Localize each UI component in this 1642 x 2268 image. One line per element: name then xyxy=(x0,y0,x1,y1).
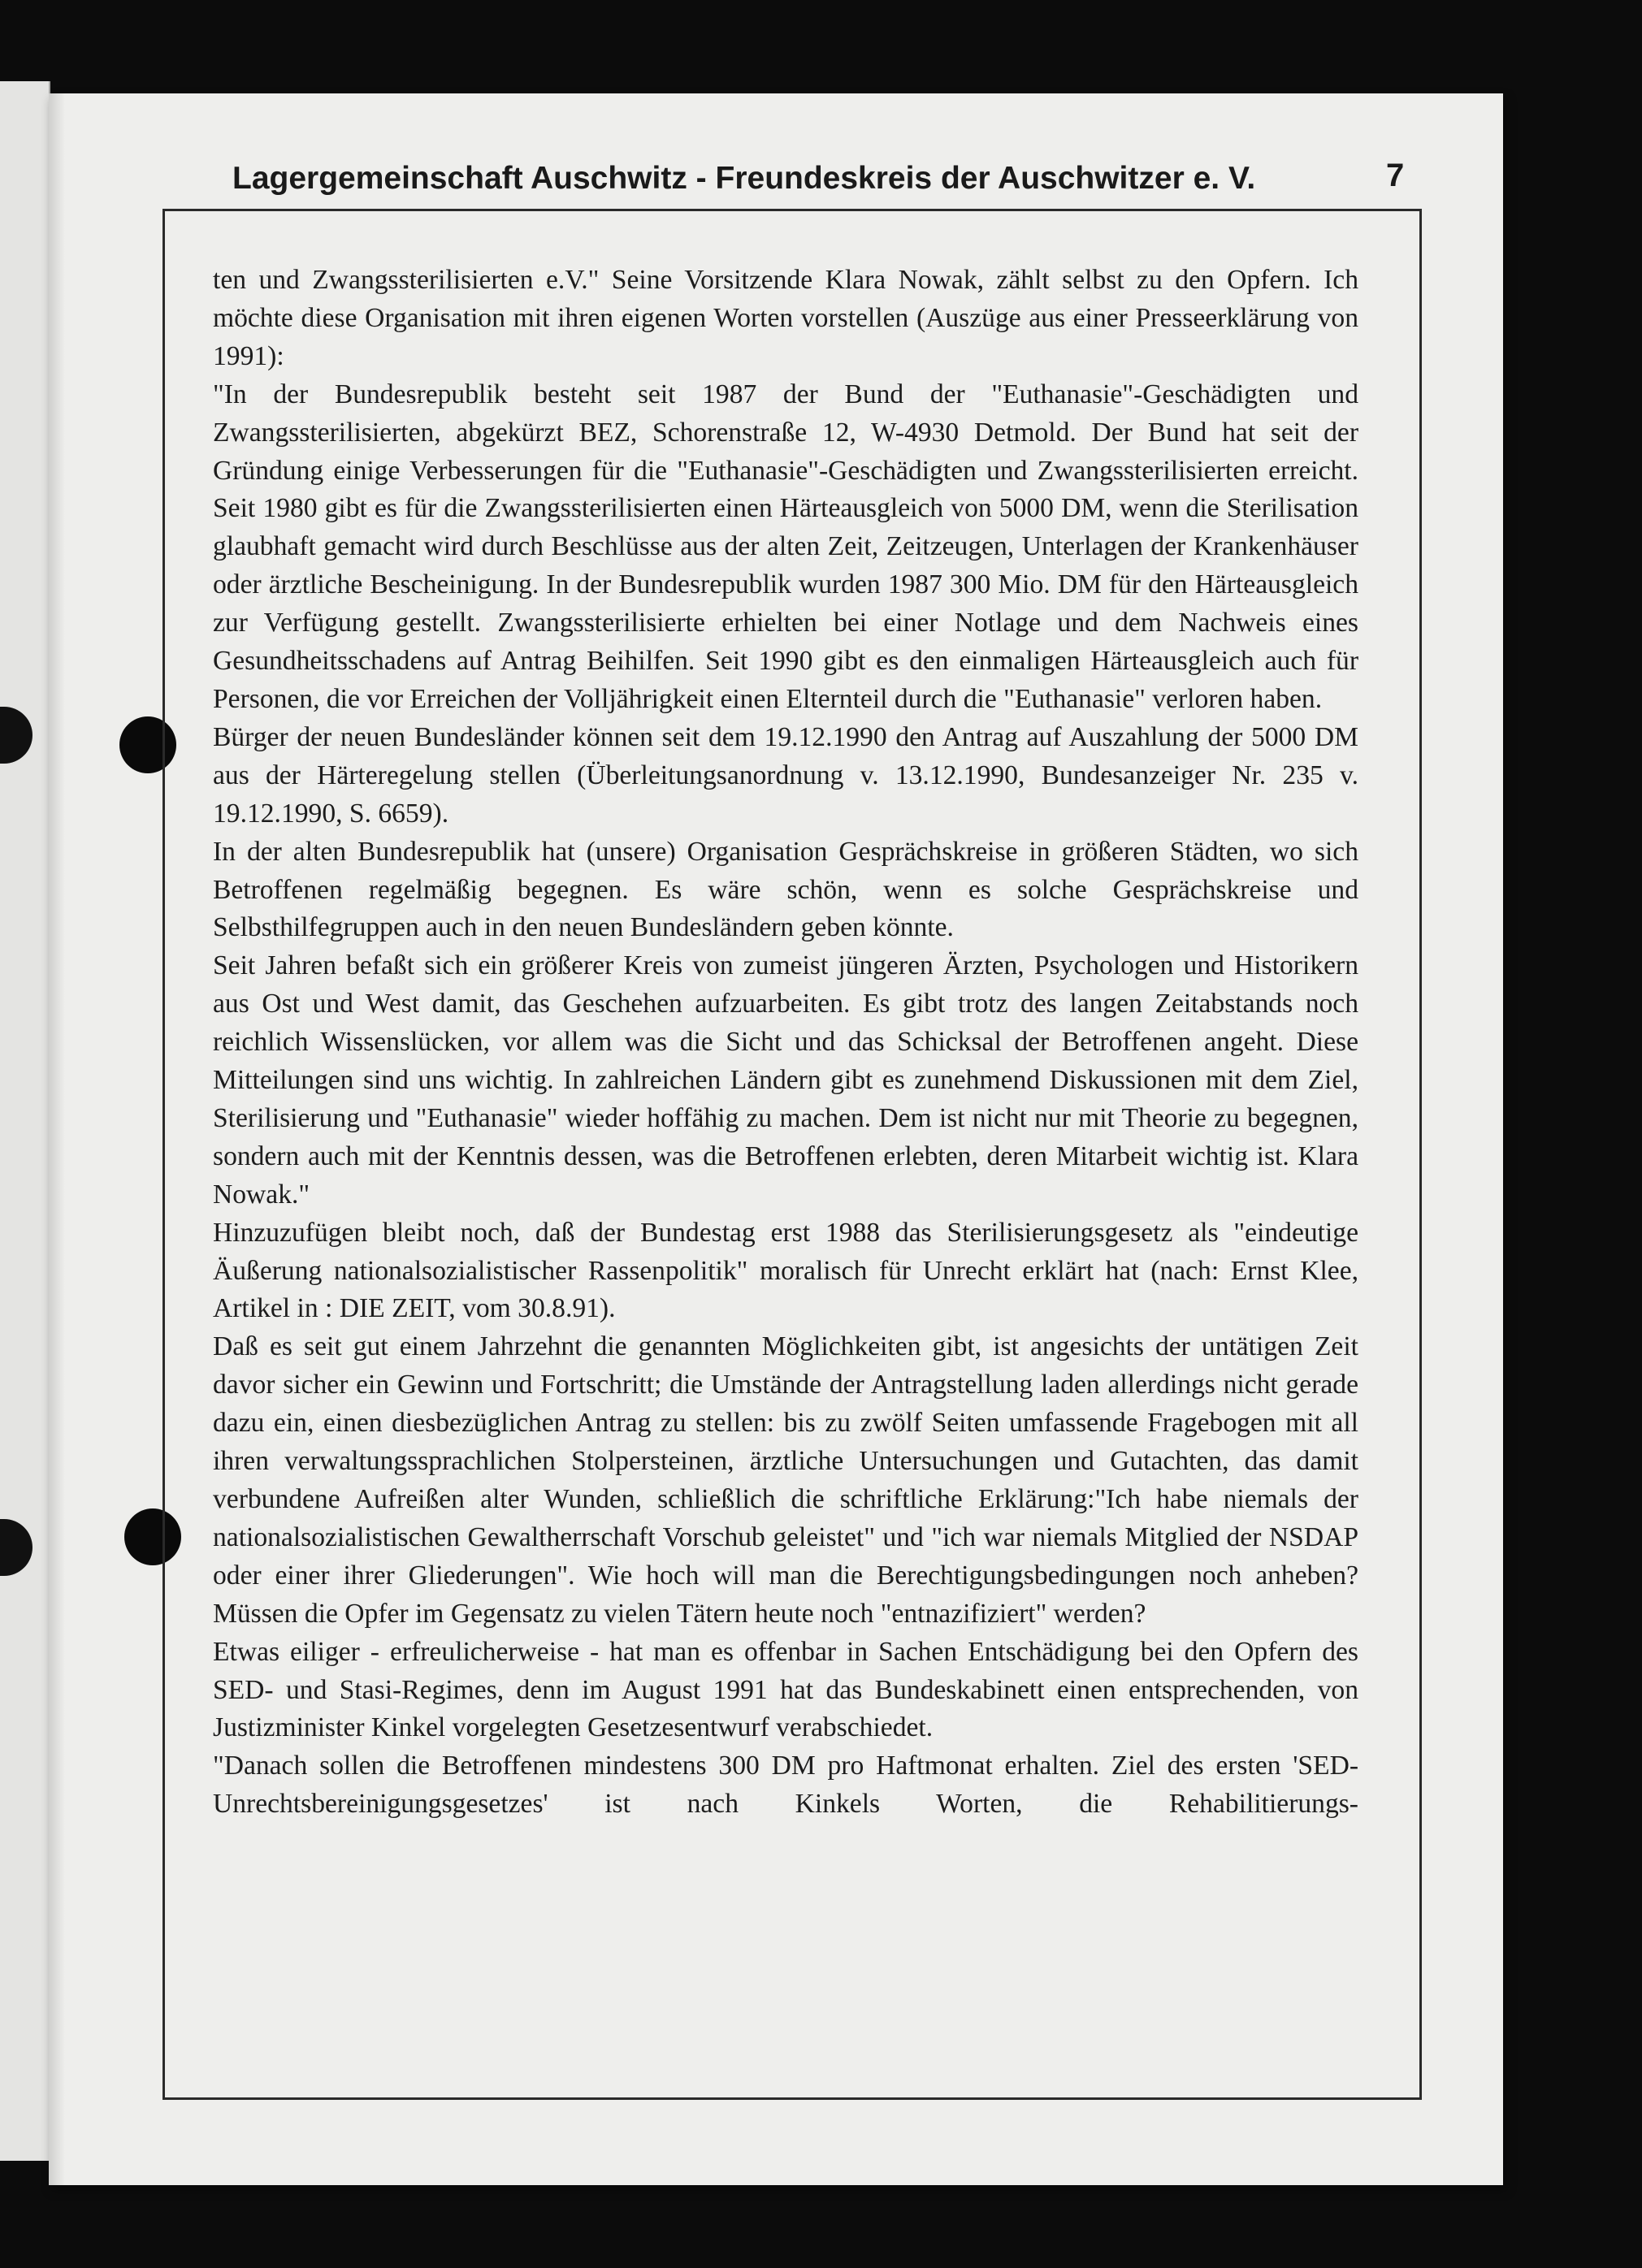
body-text xyxy=(213,262,1358,1824)
paragraph: Bürger der neuen Bundesländer können seit dem 19.12.1990 den Antrag auf Auszahlung der 5000 DM aus der Härteregelung stellen (Überleitungsanordnung v. 13.12.1990, Bundesanzeiger Nr. 235 v. 19.12.1990, S. 6659). xyxy=(213,721,1358,829)
paragraph: ten und Zwangssterilisierten e.V." Seine Vorsitzende Klara Nowak, zählt selbst zu den Opfern. Ich möchte diese Organisation mit ihren eigenen Worten vorstellen (Auszüge aus einer Presseerklärung von 1991): xyxy=(213,265,1358,371)
paragraph: Etwas eiliger - erfreulicherweise - hat man es offenbar in Sachen Entschädigung bei den Opfern des SED- und Stasi-Regimes, denn im August 1991 hat das Bundeskabinett einen entsprechenden, von Justizminister Kinkel vorgelegten Gesetzesentwurf verabschiedet. xyxy=(213,1636,1358,1743)
adjacent-page-edge xyxy=(0,81,50,2161)
paragraph: In der alten Bundesrepublik hat (unsere) Organisation Gesprächskreise in größeren Städten, wo sich Betroffenen regelmäßig begegnen. Es wäre schön, wenn es solche Gesprächskreise und Selbsthilfegruppen auch in den neuen Bundesländern geben könnte. xyxy=(213,836,1358,943)
paragraph: Daß es seit gut einem Jahrzehnt die genannten Möglichkeiten gibt, ist angesichts der untätigen Zeit davor sicher ein Gewinn und Fortschritt; die Umstände der Antragstellung laden allerdings nicht gerade dazu ein, einen diesbezüglichen Antrag zu stellen: bis zu zwölf Seiten umfassende Fragebogen mit all ihren verwaltungssprachlichen Stolpersteinen, ärztliche Untersuchungen und Gutachten, das damit verbundene Aufreißen alter Wunden, schließlich die schriftliche Erklärung:"Ich habe niemals der nationalsozialistischen Gewaltherrschaft Vorschub geleistet" und "ich war niemals Mitglied der NSDAP oder einer ihrer Gliederungen". Wie hoch will man die Berechtigungsbedingungen noch anheben? Müssen die Opfer im Gegensatz zu vielen Tätern heute noch "entnazifiziert" werden? xyxy=(213,1331,1358,1629)
paragraph: Seit Jahren befaßt sich ein größerer Kreis von zumeist jüngeren Ärzten, Psychologen und Historikern aus Ost und West damit, das Geschehen aufzuarbeiten. Es gibt trotz des langen Zeitabstands noch reichlich Wissenslücken, vor allem was die Sicht und das Schicksal der Betroffenen angeht. Diese Mitteilungen sind uns wichtig. In zahlreichen Ländern gibt es zunehmend Diskussionen mit dem Ziel, Sterilisierung und "Euthanasie" wieder hoffähig zu machen. Dem ist nicht nur mit Theorie zu begegnen, sondern auch mit der Kenntnis dessen, was die Betroffenen erlebten, deren Mitarbeit wichtig ist. Klara Nowak." xyxy=(213,950,1358,1210)
page-header-title: Lagergemeinschaft Auschwitz - Freundeskreis der Auschwitzer e. V. xyxy=(232,161,1256,196)
paragraph: "Danach sollen die Betroffenen mindestens 300 DM pro Haftmonat erhalten. Ziel des ersten 'SED-Unrechtsbereinigungsgesetzes' ist nach Kinkels Worten, die Rehabilitierungs- xyxy=(213,1751,1358,1820)
paragraph: Hinzuzufügen bleibt noch, daß der Bundestag erst 1988 das Sterilisierungsgesetz als "eindeutige Äußerung nationalsozialistischer Rassenpolitik" moralisch für Unrecht erklärt hat (nach: Ernst Klee, Artikel in : DIE ZEIT, vom 30.8.91). xyxy=(213,1217,1358,1324)
page-fold-shadow xyxy=(49,93,65,2185)
page-number: 7 xyxy=(1386,158,1405,193)
paragraph: "In der Bundesrepublik besteht seit 1987 der Bund der "Euthanasie"-Geschädigten und Zwangssterilisierten, abgekürzt BEZ, Schorenstraße 12, W-4930 Detmold. Der Bund hat seit der Gründung einige Verbesserungen für die "Euthanasie"-Geschädigten und Zwangssterilisierten erreicht. Seit 1980 gibt es für die Zwangssterilisierten einen Härteausgleich von 5000 DM, wenn die Sterilisation glaubhaft gemacht wird durch Beschlüsse aus der alten Zeit, Zeitzeugen, Unterlagen der Krankenhäuser oder ärztliche Bescheinigung. In der Bundesrepublik wurden 1987 300 Mio. DM für den Härteausgleich zur Verfügung gestellt. Zwangssterilisierte erhielten bei einer Notlage und dem Nachweis eines Gesundheitsschadens auf Antrag Beihilfen. Seit 1990 gibt es den einmaligen Härteausgleich auch für Personen, die vor Erreichen der Volljährigkeit einen Elternteil durch die "Euthanasie" verloren haben. xyxy=(213,379,1358,714)
